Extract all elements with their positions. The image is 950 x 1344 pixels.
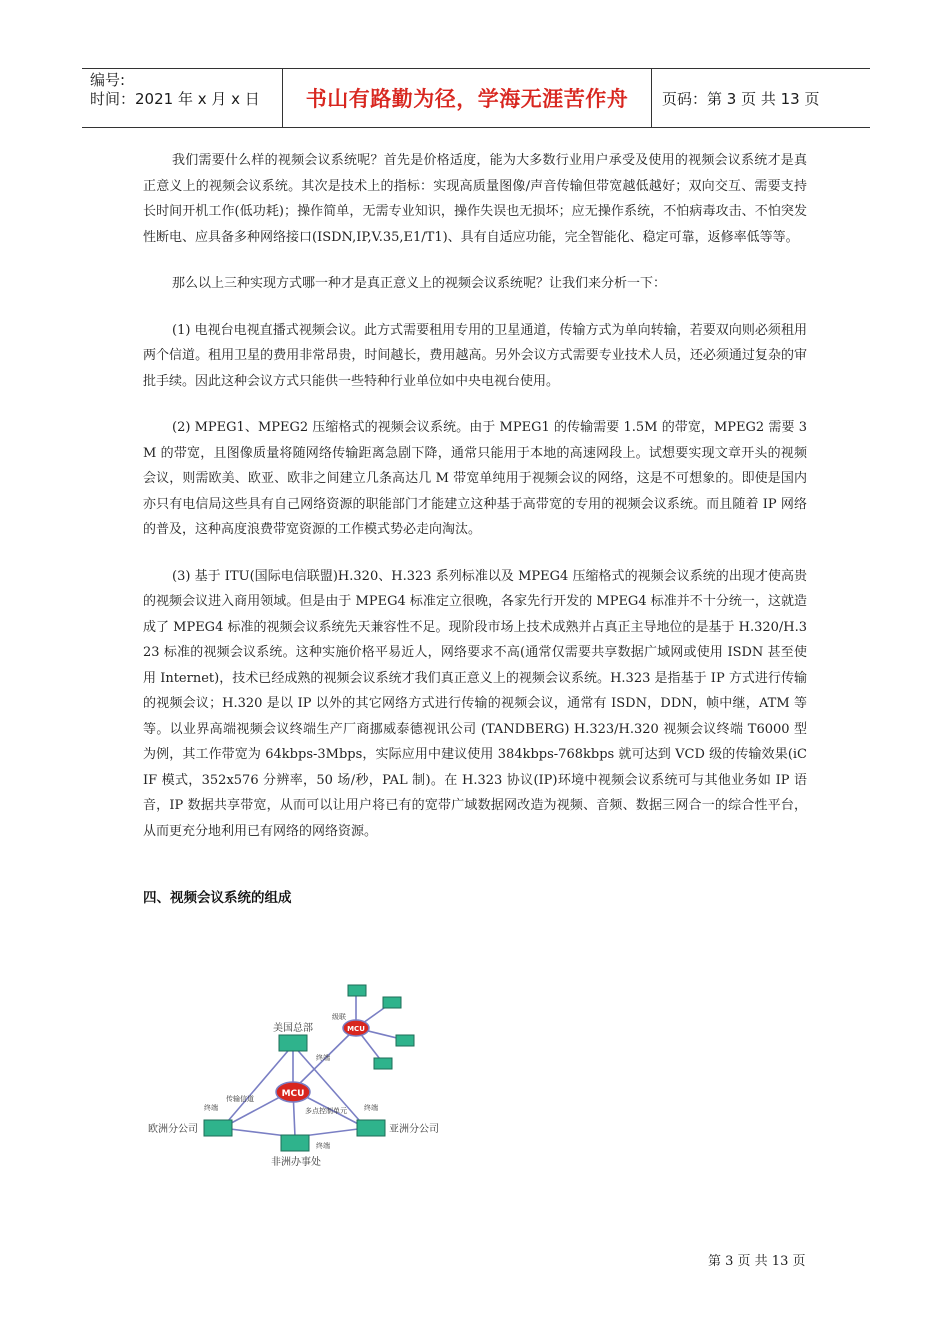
time-label: 时间：2021 年 x 月 x 日 [90, 90, 260, 108]
label-asia: 亚洲分公司 [389, 1124, 439, 1135]
node-africa [281, 1135, 309, 1151]
node-europe [204, 1120, 232, 1136]
mcu-main-label: MCU [281, 1089, 305, 1099]
section-title: 四、视频会议系统的组成 [143, 890, 292, 906]
node-asia [357, 1120, 385, 1136]
header-page-code: 页码：第 3 页 共 13 页 [662, 89, 820, 108]
label-terminal-asia: 终端 [364, 1104, 378, 1112]
label-terminal-us: 终端 [316, 1054, 330, 1062]
label-europe: 欧洲分公司 [148, 1124, 198, 1135]
label-africa: 非洲办事处 [271, 1157, 321, 1168]
page-footer: 第 3 页 共 13 页 [708, 1254, 806, 1269]
paragraph-option-2: (2) MPEG1、MPEG2 压缩格式的视频会议系统。由于 MPEG1 的传输需要 1.5M 的带宽，MPEG2 需要 3M 的带宽，且图像质量将随网络传输距离急剧下降，通常只能用于本地的高速网段上。试想要实现文章开头的视频会议，则需欧美、欧亚、欧非之间建立几条高达几 M 带宽单纯用于视频会议的网络，这是不可想象的。即使是国内亦只有电信局这些具有自己网络资源的职能部门才能建立这种基于高带宽的专用的视频会议系统。而且随着 IP 网络的普及，这种高度浪费带宽资源的工作模式势必走向淘汰。 [143, 420, 807, 537]
label-mcu-desc: 多点控制单元 [305, 1107, 347, 1115]
paragraph-option-1: (1) 电视台电视直播式视频会议。此方式需要租用专用的卫星通道，传输方式为单向转输，若要双向则必须租用两个信道。租用卫星的费用非常昂贵，时间越长，费用越高。另外会议方式需要专业技术人员，还必须通过复杂的审批手续。因此这种会议方式只能供一些特种行业单位如中央电视台使用。 [143, 322, 807, 389]
node-us-hq [279, 1035, 307, 1051]
node-remote-2 [383, 997, 401, 1008]
label-transmission: 传输信道 [226, 1095, 254, 1103]
network-diagram [143, 975, 443, 1170]
node-remote-1 [348, 985, 366, 996]
page-header [82, 68, 870, 128]
header-motto: 书山有路勤为径，学海无涯苦作舟 [282, 69, 652, 127]
paragraph-option-3: (3) 基于 ITU(国际电信联盟)H.320、H.323 系列标准以及 MPEG4 压缩格式的视频会议系统的出现才使高贵的视频会议进入商用领域。但是由于 MPEG4 标准定立很晚，各家先行开发的 MPEG4 标准并不十分统一，这就造成了 MPEG4 标准的视频会议系统先天兼容性不足。现阶段市场上技术成熟并占真正主导地位的是基于 H.320/H.323 标准的视频会议系统。这种实施价格平易近人，网络要求不高(通常仅需要共享数据广域网或使用 ISDN 甚至使用 Internet)，技术已经成熟的视频会议系统才我们真正意义上的视频会议系统。H.323 是指基于 IP 方式进行传输的视频会议；H.320 是以 IP 以外的其它网络方式进行传输的视频会议，通常有 ISDN，DDN，帧中继，ATM 等等。以业界高端视频会议终端生产厂商挪威泰德视讯公司 (TANDBERG) H.323/H.320 视频会议终端 T6000 型为例，其工作带宽为 64kbps-3Mbps，实际应用中建议使用 384kbps-768kbps 就可达到 VCD 级的传输效果(iCIF 模式，352x576 分辨率，50 场/秒，PAL 制)。在 H.323 协议(IP)环境中视频会议系统可与其他业务如 IP 语音，IP 数据共享带宽，从而可以让用户将已有的宽带广域数据网改造为视频、音频、数据三网合一的综合性平台，从而更充分地利用已有网络的网络资源。 [143, 568, 808, 839]
node-remote-3 [396, 1035, 414, 1046]
label-cascade: 级联 [332, 1013, 346, 1021]
label-terminal-africa: 终端 [316, 1142, 330, 1150]
paragraph-question: 那么以上三种实现方式哪一种才是真正意义上的视频会议系统呢？让我们来分析一下： [172, 276, 667, 291]
label-us-hq: 美国总部 [273, 1023, 313, 1034]
body-text [143, 148, 807, 865]
serial-label: 编号: [90, 71, 126, 89]
header-left [82, 69, 282, 127]
label-terminal-europe: 终端 [204, 1104, 218, 1112]
mcu-top-label: MCU [347, 1025, 365, 1033]
paragraph-requirements: 我们需要什么样的视频会议系统呢？首先是价格适度，能为大多数行业用户承受及使用的视频会议系统才是真正意义上的视频会议系统。其次是技术上的指标：实现高质量图像/声音传输但带宽越低越好；双向交互、需要支持长时间开机工作(低功耗)；操作简单，无需专业知识，操作失误也无损坏；应无操作系统，不怕病毒攻击、不怕突发性断电、应具备多种网络接口(ISDN,IP,V.35,E1/T1)、具有自适应功能，完全智能化、稳定可靠，返修率低等等。 [143, 153, 807, 245]
node-remote-4 [374, 1058, 392, 1069]
